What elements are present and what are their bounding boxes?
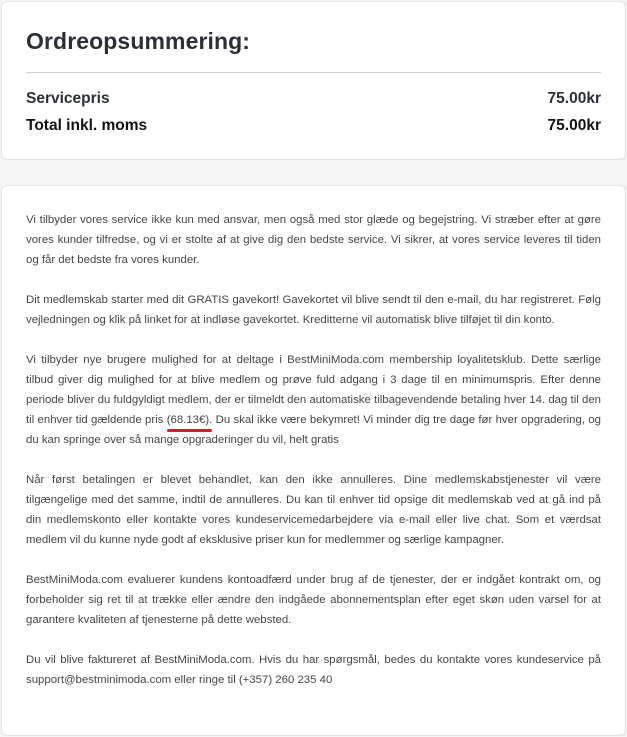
membership-text-end: Du skal ikke være bekymret! Vi minder dig tre dage før hver opgradering, og du kan springe over så mange opgraderinger du vil, helt gratis [26, 414, 601, 446]
order-summary-title: Ordreopsummering: [26, 28, 251, 54]
order-summary-card [1, 1, 626, 160]
terms-card [1, 185, 626, 736]
service-price-label: Servicepris [26, 90, 110, 107]
terms-paragraph-gift-card: Dit medlemskab starter med dit GRATIS gavekort! Gavekortet vil blive sendt til den e-mail, du har registreret. Følg vejledningen og klik på linket for at indløse gavekortet. Kreditterne vil automatisk blive tilføjet til din konto. [26, 294, 601, 326]
service-price-row [26, 90, 601, 108]
terms-paragraph-service: Vi tilbyder vores service ikke kun med ansvar, men også med stor glæde og begejstring. Vi stræber efter at gøre vores kunder tilfredse, og vi er stolte af at give dig den bedste service. Vi sikrer, at vores service leveres til tiden og får det bedste fra vores kunder. [26, 214, 601, 266]
terms-paragraph-billing: Du vil blive faktureret af BestMiniModa.com. Hvis du har spørgsmål, bedes du kontakte vores kundeservice på support@bestminimoda.com eller ringe til (+357) 260 235 40 [26, 654, 601, 686]
membership-text-start: Vi tilbyder nye brugere mulighed for at deltage i BestMiniModa.com membership loyalitetsklub. Dette særlige tilbud giver dig mulighed for at blive medlem og prøve fuld adgang i 3 dage til en minimumspris. Efter denne periode bliver du fuldgyldigt medlem, der er tilmeldt den automatiske tilbagevendende betaling hver 14. dag til den til enhver tid gældende pris [26, 354, 601, 426]
terms-paragraph-cancellation: Når først betalingen er blevet behandlet, kan den ikke annulleres. Dine medlemskabstjenester vil være tilgængelige med det samme, indtil de annulleres. Du kan til enhver tid opsige dit medlemskab ved at gå ind på din medlemskonto eller kontakte vores kundeservicemedarbejdere via e-mail eller live chat. Som et værdsat medlem vil du kunne nyde godt af eksklusive priser kun for medlemmer og særlige kampagner. [26, 474, 601, 546]
service-price-value: 75.00kr [547, 90, 601, 107]
total-price-row [26, 117, 601, 135]
total-price-label: Total inkl. moms [26, 117, 148, 134]
terms-paragraph-evaluation: BestMiniModa.com evaluerer kundens kontoadfærd under brug af de tjenester, der er indgået kontrakt om, og forbeholder sig ret til at trække eller ændre den indgåede abonnementsplan efter eget skøn uden varsel for at garantere kvaliteten af tjenesterne på dette websted. [26, 574, 601, 626]
recurring-price: (68.13€). [167, 410, 213, 430]
summary-divider [26, 72, 601, 73]
terms-paragraph-membership [26, 350, 601, 450]
terms-text [26, 210, 601, 710]
total-price-value: 75.00kr [547, 117, 601, 134]
